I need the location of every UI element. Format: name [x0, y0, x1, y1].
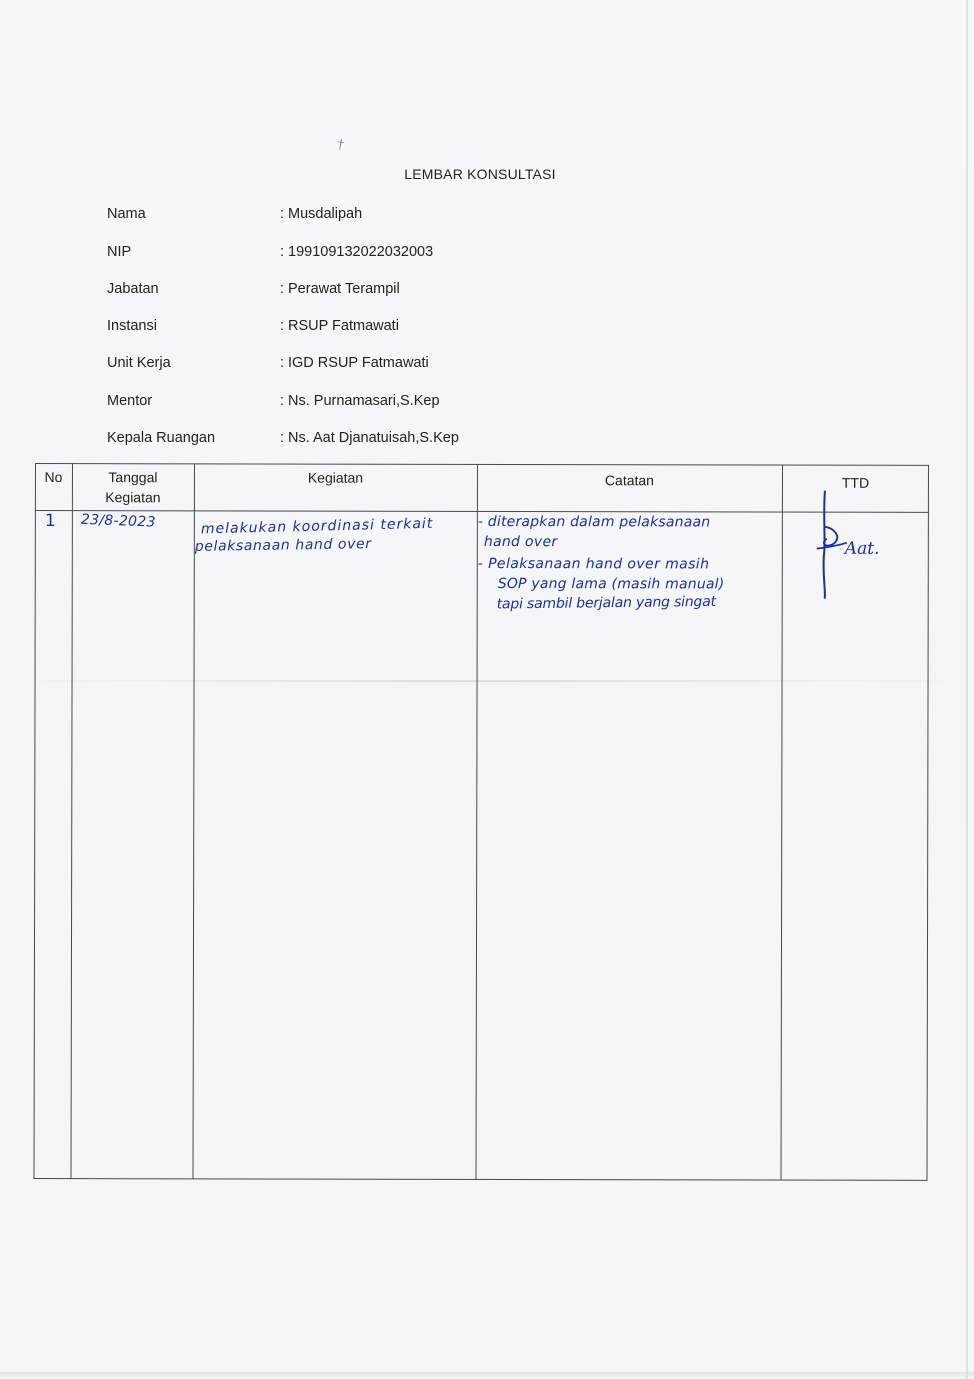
info-label: Mentor — [107, 393, 153, 409]
row-catatan-line4: SOP yang lama (masih manual) — [497, 575, 725, 593]
header-tanggal-line1: Tanggal — [108, 469, 158, 486]
row-catatan-line3: - Pelaksanaan hand over masih — [477, 555, 710, 573]
info-label: Instansi — [107, 318, 157, 334]
row-catatan-line1: - diterapkan dalam pelaksanaan — [477, 513, 711, 531]
info-colon: : — [280, 430, 285, 446]
info-row-instansi — [107, 318, 667, 340]
row-kegiatan-line1: melakukan koordinasi terkait — [200, 515, 434, 538]
info-label: Unit Kerja — [107, 355, 171, 371]
header-tanggal-line2: Kegiatan — [105, 489, 161, 506]
paper-right-edge — [966, 0, 968, 1379]
row-catatan-line5: tapi sambil berjalan yang singat — [496, 593, 716, 613]
paper-bottom-edge — [0, 1372, 974, 1379]
info-colon: : — [280, 281, 285, 297]
header-kegiatan: Kegiatan — [307, 469, 364, 486]
info-colon: : — [280, 355, 285, 371]
info-colon: : — [280, 244, 285, 260]
info-value: 199109132022032003 — [288, 244, 434, 260]
info-row-mentor — [107, 393, 667, 415]
info-row-jabatan — [107, 281, 667, 303]
header-tanggal — [72, 467, 194, 507]
header-no: No — [44, 469, 63, 486]
row-catatan-line2: hand over — [483, 533, 558, 551]
header-ttd: TTD — [841, 474, 870, 491]
info-colon: : — [280, 393, 285, 409]
consultation-table — [34, 463, 929, 1181]
document-title: LEMBAR KONSULTASI — [404, 166, 556, 182]
info-row-nip — [107, 244, 667, 266]
info-label: Nama — [107, 206, 146, 222]
info-label: NIP — [107, 244, 132, 260]
info-row-unit-kerja — [107, 355, 667, 377]
pen-tick-mark: † — [335, 136, 346, 153]
row-number: 1 — [44, 511, 56, 532]
row-date: 23/8-2023 — [80, 511, 156, 531]
header-catatan: Catatan — [604, 472, 654, 489]
info-label: Jabatan — [107, 281, 159, 297]
info-value: Ns. Aat Djanatuisah,S.Kep — [288, 430, 459, 446]
info-colon: : — [280, 206, 285, 222]
info-value: Perawat Terampil — [288, 281, 400, 297]
info-label: Kepala Ruangan — [107, 430, 216, 446]
info-row-kepala-ruangan — [107, 430, 667, 452]
info-value: Ns. Purnamasari,S.Kep — [288, 393, 440, 409]
info-value: IGD RSUP Fatmawati — [288, 355, 429, 371]
info-colon: : — [280, 318, 285, 334]
info-row-nama — [107, 206, 667, 228]
row-kegiatan-line2: pelaksanaan hand over — [194, 536, 372, 555]
info-value: Musdalipah — [288, 206, 363, 222]
signature-initial: Aat. — [844, 538, 880, 559]
info-value: RSUP Fatmawati — [288, 318, 399, 334]
